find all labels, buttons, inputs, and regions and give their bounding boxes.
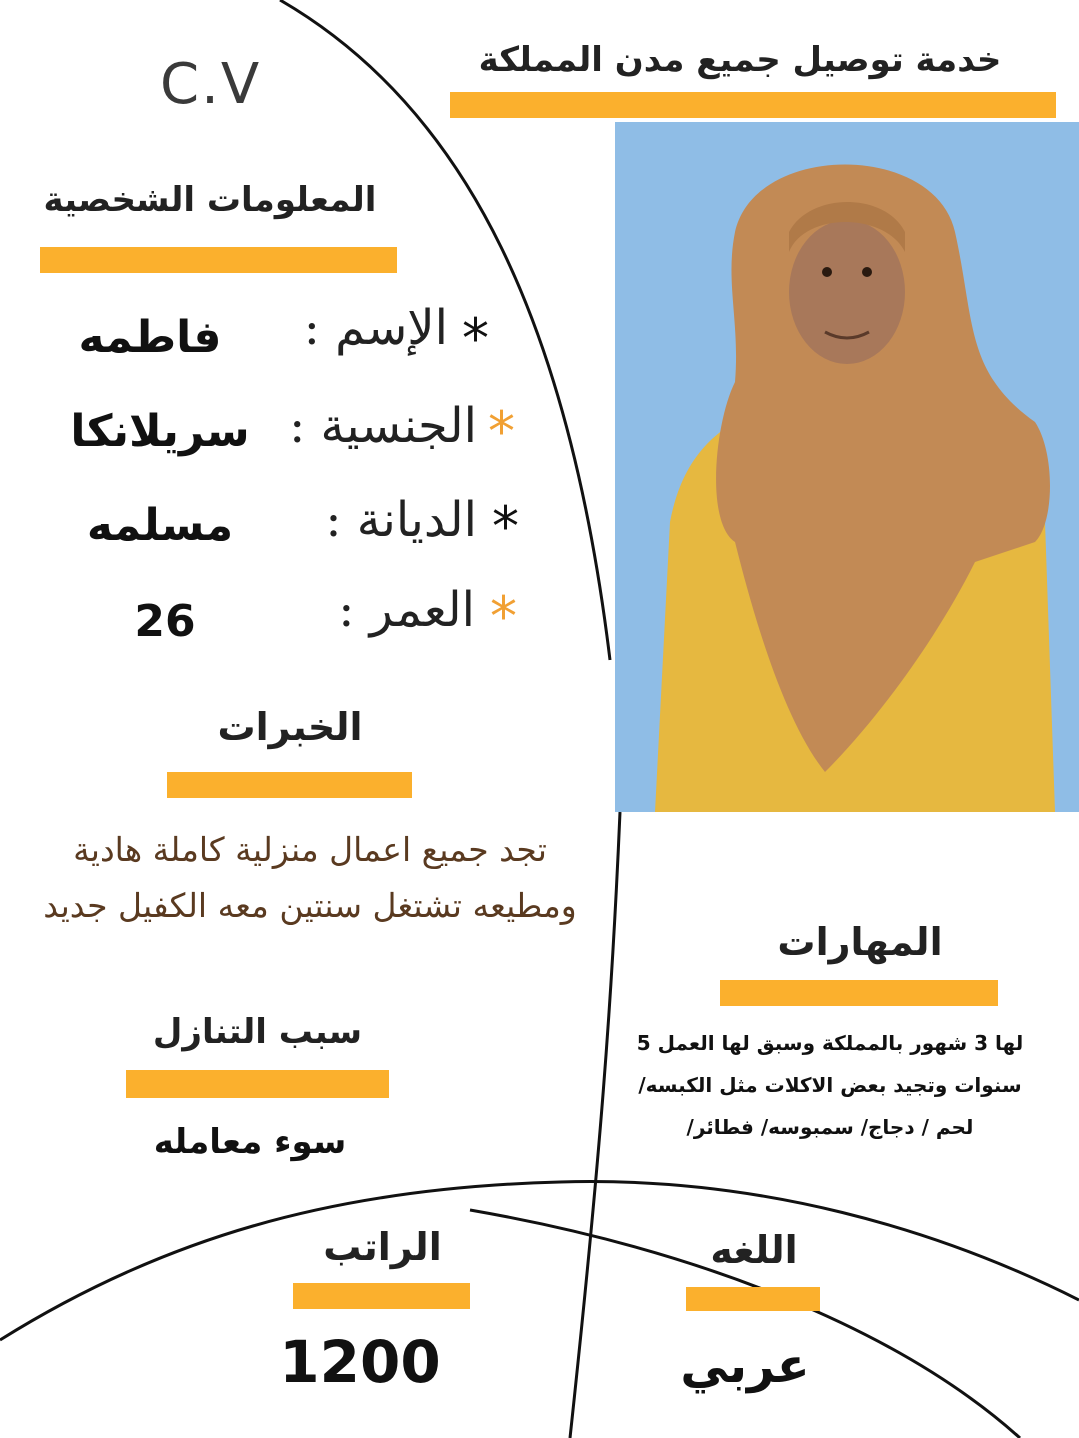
age-label: العمر : — [338, 582, 475, 638]
skills-line: سنوات وتجيد بعض الاكلات مثل الكبسه/ — [638, 1073, 1022, 1097]
skills-line: لها 3 شهور بالمملكة وسبق لها العمل 5 — [636, 1031, 1024, 1055]
release-reason-heading: سبب التنازل — [152, 1012, 363, 1052]
religion-label: الديانة : — [325, 492, 477, 548]
religion-value: مسلمه — [86, 500, 234, 551]
star-icon: * — [488, 400, 515, 463]
star-icon: * — [490, 585, 517, 648]
language-heading: اللغه — [710, 1228, 798, 1272]
star-icon: * — [462, 307, 489, 370]
profile-photo — [615, 122, 1079, 812]
skills-underline — [720, 980, 998, 1006]
personal-info-heading: المعلومات الشخصية — [43, 180, 377, 220]
skills-line: لحم / دجاج/ سمبوسه/ فطائر/ — [686, 1115, 974, 1139]
star-icon: * — [492, 495, 519, 558]
delivery-banner: خدمة توصيل جميع مدن المملكة — [478, 40, 1002, 80]
cv-label: C.V — [160, 52, 262, 117]
salary-underline — [293, 1283, 470, 1309]
salary-heading: الراتب — [323, 1225, 442, 1269]
bottom-left-arc — [0, 1182, 1079, 1340]
name-label: الإسم : — [303, 300, 448, 356]
release-reason-underline — [126, 1070, 389, 1098]
skills-heading: المهارات — [777, 920, 943, 964]
language-value: عربي — [680, 1338, 810, 1394]
salary-value: 1200 — [279, 1328, 441, 1396]
release-reason-value: سوء معامله — [153, 1122, 347, 1162]
experience-text: تجد جميع اعمال منزلية كاملة هادية ومطيعه تشتغل سنتين معه الكفيل جديد — [43, 830, 577, 925]
age-value: 26 — [134, 596, 196, 647]
experience-underline — [167, 772, 412, 798]
name-value: فاطمه — [78, 312, 222, 363]
nationality-value: سريلانكا — [70, 406, 250, 457]
person-illustration — [615, 122, 1079, 812]
personal-info-underline — [40, 247, 397, 273]
banner-underline — [450, 92, 1056, 118]
nationality-label: الجنسية : — [289, 398, 477, 454]
language-underline — [686, 1287, 820, 1311]
skills-text — [590, 1022, 1070, 1148]
experience-heading: الخبرات — [217, 705, 363, 749]
